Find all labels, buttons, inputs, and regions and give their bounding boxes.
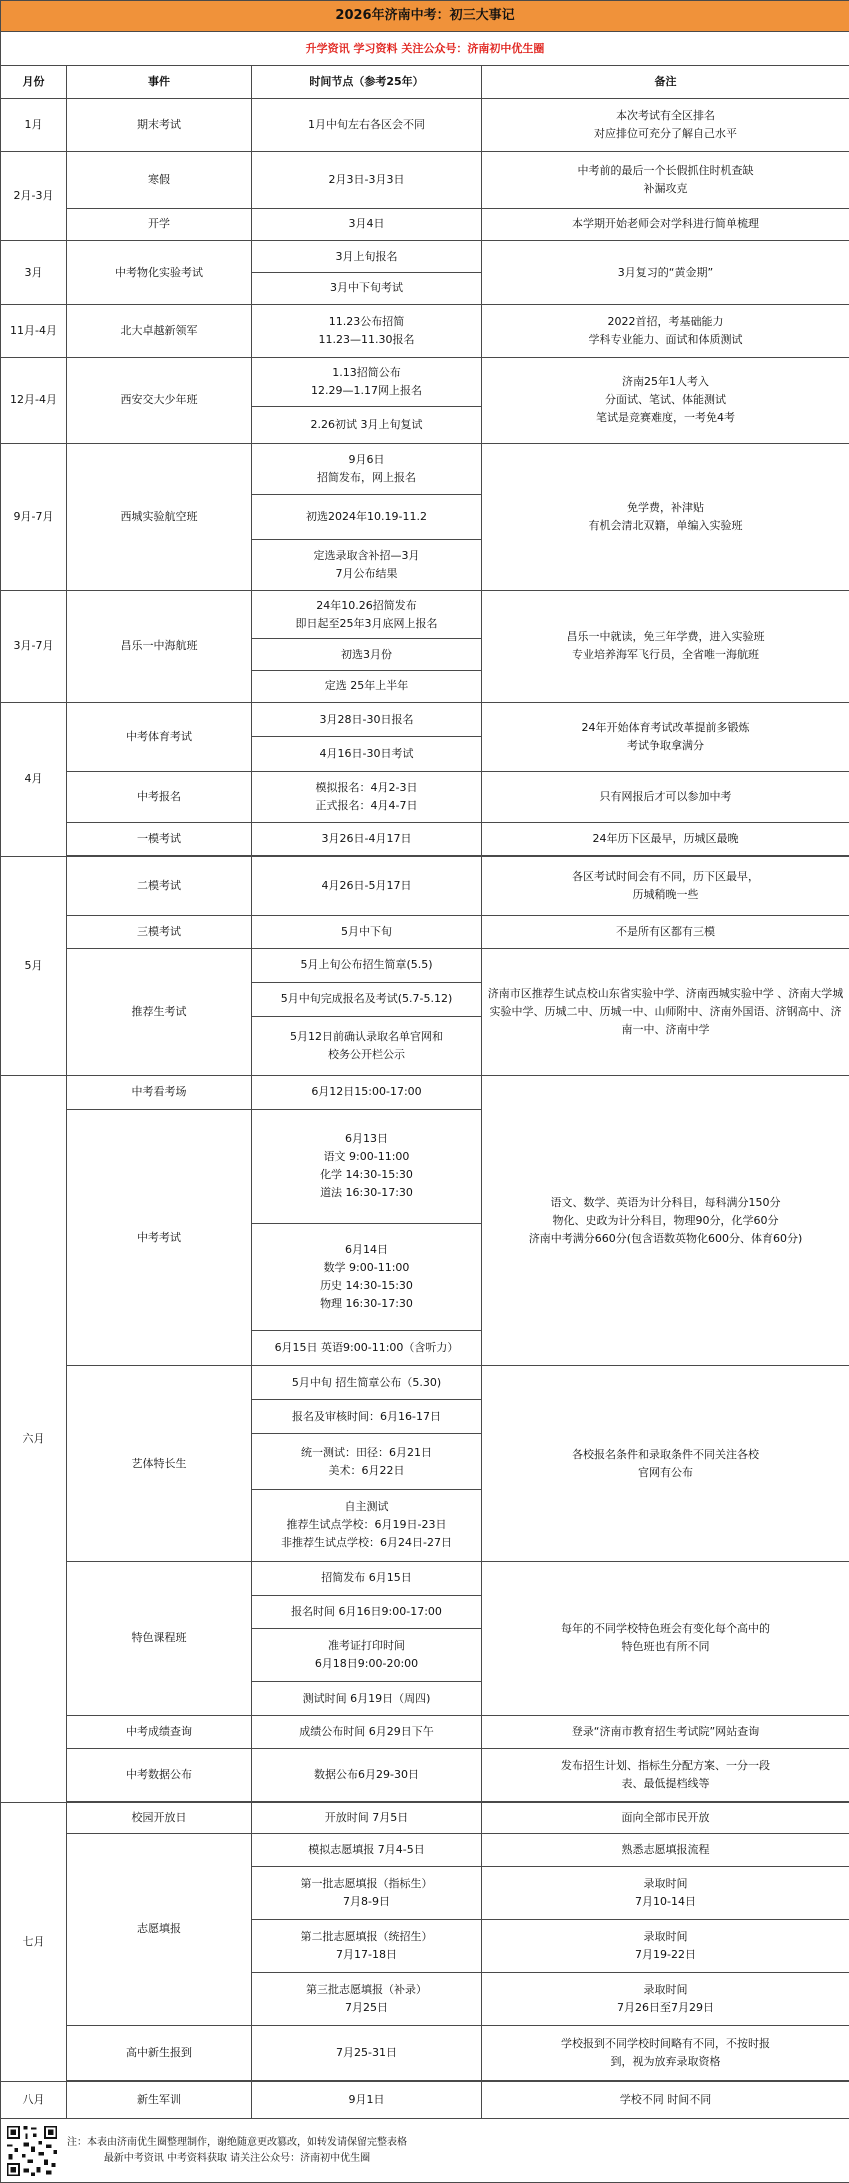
time-cell: 1.13招简公布 12.29—1.17网上报名	[252, 357, 482, 406]
time-cell: 9月1日	[252, 2082, 482, 2119]
time-cell: 准考证打印时间 6月18日9:00-20:00	[252, 1629, 482, 1682]
event-cell: 三模考试	[67, 916, 252, 949]
time-cell: 2.26初试 3月上旬复试	[252, 407, 482, 444]
event-cell: 北大卓越新领军	[67, 304, 252, 357]
time-cell: 7月25-31日	[252, 2026, 482, 2081]
time-cell: 模拟志愿填报 7月4-5日	[252, 1833, 482, 1866]
note-cell: 登录“济南市教育招生考试院”网站查询	[482, 1716, 849, 1749]
table-row	[1, 1075, 849, 1109]
month-cell: 1月	[1, 99, 67, 152]
time-cell: 6月14日 数学 9:00-11:00 历史 14:30-15:30 物理 16:30-17:30	[252, 1224, 482, 1330]
table-row	[1, 857, 849, 916]
time-cell: 模拟报名：4月2-3日 正式报名：4月4-7日	[252, 772, 482, 823]
table-row	[1, 702, 849, 737]
note-cell: 录取时间 7月26日至7月29日	[482, 1972, 849, 2025]
event-cell: 期末考试	[67, 99, 252, 152]
footer-row	[1, 2119, 849, 2183]
time-cell: 初选2024年10.19-11.2	[252, 495, 482, 540]
event-cell: 志愿填报	[67, 1833, 252, 2025]
time-cell: 5月上旬公布招生简章(5.5)	[252, 949, 482, 983]
month-cell: 八月	[1, 2082, 67, 2119]
header-month: 月份	[1, 66, 67, 99]
month-cell: 七月	[1, 1803, 67, 2082]
month-cell: 3月-7月	[1, 591, 67, 702]
month-cell: 11月-4月	[1, 304, 67, 357]
time-cell: 第二批志愿填报（统招生） 7月17-18日	[252, 1919, 482, 1972]
note-cell: 语文、数学、英语为计分科目，每科满分150分 物化、史政为计分科目，物理90分，化学60分 济南中考满分660分(包含语数英物化600分、体育60分)	[482, 1075, 849, 1365]
time-cell: 报名时间 6月16日9:00-17:00	[252, 1595, 482, 1629]
note-cell: 24年开始体育考试改革提前多锻炼 考试争取拿满分	[482, 702, 849, 772]
time-cell: 第一批志愿填报（指标生） 7月8-9日	[252, 1866, 482, 1919]
table-row	[1, 1748, 849, 1801]
event-cell: 一模考试	[67, 823, 252, 856]
event-cell: 开学	[67, 208, 252, 241]
event-cell: 校园开放日	[67, 1803, 252, 1834]
note-cell: 昌乐一中就读，免三年学费，进入实验班 专业培养海军飞行员，全省唯一海航班	[482, 591, 849, 702]
event-cell: 西城实验航空班	[67, 443, 252, 590]
event-cell: 中考考试	[67, 1109, 252, 1366]
time-cell: 第三批志愿填报（补录） 7月25日	[252, 1972, 482, 2025]
time-cell: 招简发布 6月15日	[252, 1561, 482, 1595]
table-row	[1, 152, 849, 208]
month-cell: 4月	[1, 702, 67, 856]
footer-note: 注：本表由济南优生圈整理制作，谢绝随意更改篡改，如转发请保留完整表格 最新中考资讯 中考资料获取 请关注公众号：济南初中优生圈	[67, 2136, 407, 2164]
table-row	[1, 1716, 849, 1749]
table-row	[1, 99, 849, 152]
table-row	[1, 1561, 849, 1595]
table-row	[1, 591, 849, 639]
time-cell: 3月中下旬考试	[252, 273, 482, 305]
time-cell: 定选 25年上半年	[252, 670, 482, 702]
note-cell: 学校不同 时间不同	[482, 2082, 849, 2119]
qr-code-icon	[5, 2124, 59, 2178]
footer-content	[5, 2124, 845, 2178]
month-cell: 2月-3月	[1, 152, 67, 241]
time-cell: 初选3月份	[252, 639, 482, 671]
time-cell: 5月中旬 招生简章公布（5.30)	[252, 1366, 482, 1400]
time-cell: 4月16日-30日考试	[252, 737, 482, 772]
header-note: 备注	[482, 66, 849, 99]
table-row	[1, 208, 849, 241]
note-cell: 只有网报后才可以参加中考	[482, 772, 849, 823]
note-cell: 济南市区推荐生试点校山东省实验中学、济南西城实验中学 、济南大学城实验中学、历城二中、历城一中、山师附中、济南外国语、济钢高中、济南一中、济南中学	[482, 949, 849, 1076]
time-cell: 24年10.26招简发布 即日起至25年3月底网上报名	[252, 591, 482, 639]
note-cell: 24年历下区最早，历城区最晚	[482, 823, 849, 856]
event-cell: 昌乐一中海航班	[67, 591, 252, 702]
note-cell: 发布招生计划、指标生分配方案、一分一段 表、最低提档线等	[482, 1748, 849, 1801]
time-cell: 6月13日 语文 9:00-11:00 化学 14:30-15:30 道法 16:30-17:30	[252, 1109, 482, 1224]
time-cell: 5月12日前确认录取名单官网和 校务公开栏公示	[252, 1016, 482, 1075]
time-cell: 数据公布6月29-30日	[252, 1748, 482, 1801]
note-cell: 各区考试时间会有不同，历下区最早， 历城稍晚一些	[482, 857, 849, 916]
time-cell: 11.23公布招简 11.23—11.30报名	[252, 304, 482, 357]
time-cell: 2月3日-3月3日	[252, 152, 482, 208]
event-cell: 推荐生考试	[67, 949, 252, 1076]
note-cell: 各校报名条件和录取条件不同关注各校 官网有公布	[482, 1366, 849, 1561]
note-cell: 本次考试有全区排名 对应排位可充分了解自己水平	[482, 99, 849, 152]
time-cell: 报名及审核时间：6月16-17日	[252, 1400, 482, 1434]
subtitle-row	[1, 31, 849, 66]
header-event: 事件	[67, 66, 252, 99]
month-cell: 9月-7月	[1, 443, 67, 590]
note-cell: 录取时间 7月19-22日	[482, 1919, 849, 1972]
table-row	[1, 241, 849, 273]
note-cell: 2022首招，考基础能力 学科专业能力、面试和体质测试	[482, 304, 849, 357]
table-row	[1, 357, 849, 406]
event-cell: 新生军训	[67, 2082, 252, 2119]
event-cell: 特色课程班	[67, 1561, 252, 1715]
time-cell: 成绩公布时间 6月29日下午	[252, 1716, 482, 1749]
time-cell: 3月26日-4月17日	[252, 823, 482, 856]
time-cell: 9月6日 招简发布，网上报名	[252, 443, 482, 494]
note-cell: 每年的不同学校特色班会有变化每个高中的 特色班也有所不同	[482, 1561, 849, 1715]
table-row	[1, 949, 849, 983]
note-cell: 学校报到不同学校时间略有不同，不按时报 到，视为放弃录取资格	[482, 2026, 849, 2081]
table-row	[1, 1366, 849, 1400]
time-cell: 统一测试：田径：6月21日 美术：6月22日	[252, 1433, 482, 1489]
event-cell: 中考成绩查询	[67, 1716, 252, 1749]
month-cell: 12月-4月	[1, 357, 67, 443]
event-cell: 寒假	[67, 152, 252, 208]
subtitle: 升学资讯 学习资料 关注公众号：济南初中优生圈	[1, 31, 849, 66]
table-row	[1, 443, 849, 494]
table-row	[1, 772, 849, 823]
time-cell: 6月12日15:00-17:00	[252, 1075, 482, 1109]
event-cell: 西安交大少年班	[67, 357, 252, 443]
note-cell: 中考前的最后一个长假抓住时机查缺 补漏攻克	[482, 152, 849, 208]
table-row	[1, 823, 849, 856]
event-cell: 高中新生报到	[67, 2026, 252, 2081]
table-row	[1, 2082, 849, 2119]
note-cell: 免学费，补津贴 有机会清北双籍，单编入实验班	[482, 443, 849, 590]
note-cell: 3月复习的“黄金期”	[482, 241, 849, 304]
note-cell: 济南25年1人考入 分面试、笔试、体能测试 笔试是竞赛难度，一考免4考	[482, 357, 849, 443]
time-cell: 3月4日	[252, 208, 482, 241]
note-cell: 熟悉志愿填报流程	[482, 1833, 849, 1866]
event-cell: 中考看考场	[67, 1075, 252, 1109]
table-row	[1, 1803, 849, 1834]
event-cell: 中考物化实验考试	[67, 241, 252, 304]
event-cell: 二模考试	[67, 857, 252, 916]
time-cell: 6月15日 英语9:00-11:00（含听力）	[252, 1330, 482, 1366]
time-cell: 5月中下旬	[252, 916, 482, 949]
header-row	[1, 66, 849, 99]
time-cell: 4月26日-5月17日	[252, 857, 482, 916]
time-cell: 定选录取含补招—3月 7月公布结果	[252, 540, 482, 591]
header-time: 时间节点（参考25年）	[252, 66, 482, 99]
table-row	[1, 916, 849, 949]
event-cell: 中考体育考试	[67, 702, 252, 772]
note-cell: 不是所有区都有三模	[482, 916, 849, 949]
event-cell: 中考报名	[67, 772, 252, 823]
event-cell: 艺体特长生	[67, 1366, 252, 1561]
time-cell: 开放时间 7月5日	[252, 1803, 482, 1834]
month-cell: 六月	[1, 1075, 67, 1802]
table-row	[1, 1833, 849, 1866]
note-cell: 面向全部市民开放	[482, 1803, 849, 1834]
month-cell: 5月	[1, 857, 67, 1076]
event-cell: 中考数据公布	[67, 1748, 252, 1801]
footer	[1, 2119, 849, 2183]
table-row	[1, 304, 849, 357]
time-cell: 5月中旬完成报名及考试(5.7-5.12)	[252, 982, 482, 1016]
page-title: 2026年济南中考：初三大事记	[1, 1, 849, 32]
note-cell: 录取时间 7月10-14日	[482, 1866, 849, 1919]
title-row	[1, 1, 849, 32]
time-cell: 1月中旬左右各区会不同	[252, 99, 482, 152]
time-cell: 3月28日-30日报名	[252, 702, 482, 737]
time-cell: 测试时间 6月19日（周四)	[252, 1682, 482, 1716]
note-cell: 本学期开始老师会对学科进行简单梳理	[482, 208, 849, 241]
month-cell: 3月	[1, 241, 67, 304]
table-row	[1, 2026, 849, 2081]
time-cell: 自主测试 推荐生试点学校：6月19日-23日 非推荐生试点学校：6月24日-27日	[252, 1490, 482, 1562]
time-cell: 3月上旬报名	[252, 241, 482, 273]
